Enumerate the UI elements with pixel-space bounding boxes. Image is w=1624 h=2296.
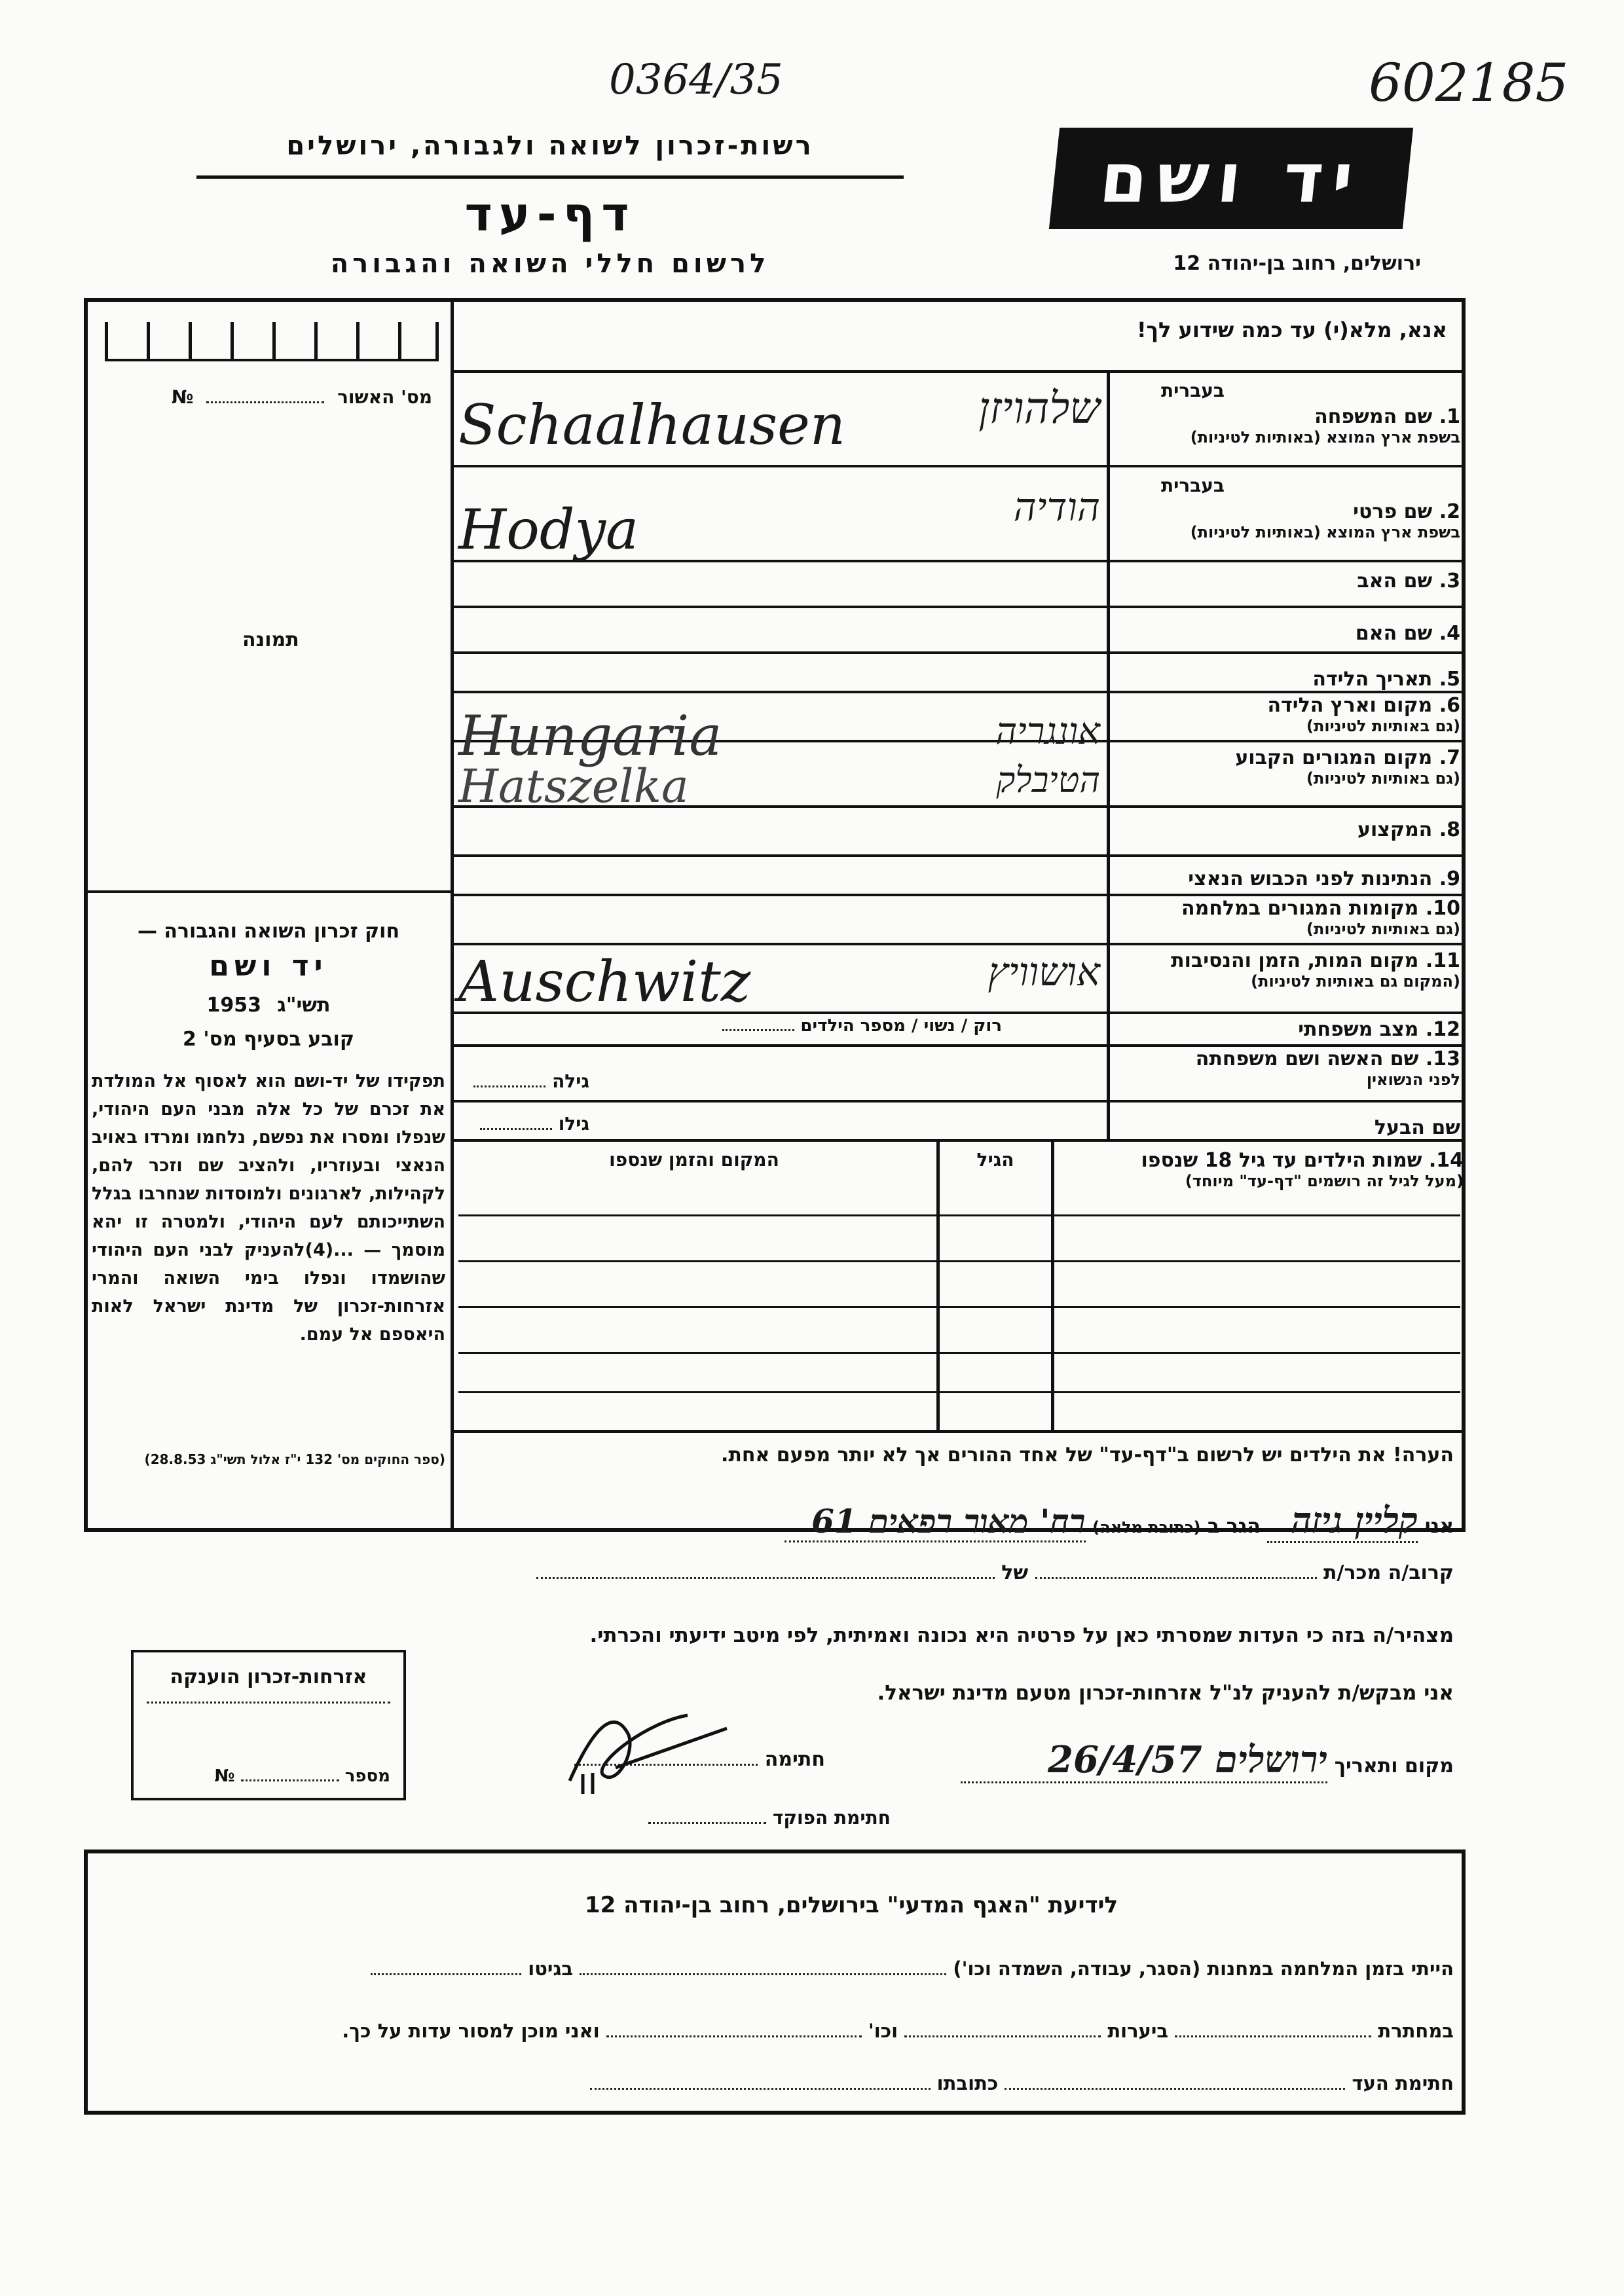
place-date-row [851, 1738, 1454, 1783]
field-10-label: מקומות המגורים במלחמה [1181, 897, 1419, 920]
field-7 [1113, 746, 1460, 788]
children-row-4 [458, 1352, 1460, 1354]
field-6-label: מקום וארץ הלידה [1267, 694, 1433, 717]
row-line-13 [454, 1100, 1466, 1102]
children-place-header: המקום והזמן שנספו [609, 1149, 779, 1171]
row-line-14 [454, 1139, 1466, 1142]
place-date-label: מקום ותאריך [1334, 1755, 1454, 1777]
children-row-2 [458, 1260, 1460, 1262]
field-husband-label: שם הבעל [1374, 1116, 1460, 1139]
footer-line-3 [98, 2072, 1454, 2094]
intro-divider [451, 370, 1466, 373]
approval-number-label: מס' האשור [337, 386, 432, 408]
field-12 [1113, 1018, 1460, 1041]
children-row-1 [458, 1214, 1460, 1216]
footer-title: לידיעת "האגף המדעי" בירושלים, רחוב בן-יהודה 12 [584, 1892, 1118, 1918]
field-2-sub: בשפת ארץ המוצא (באותיות לטיניות) [1190, 523, 1460, 541]
firstname-hebrew-entry: הודיה [1013, 484, 1100, 530]
photo-label: תמונה [242, 629, 299, 651]
firstname-latin-entry: Hodya [458, 498, 639, 562]
law-reference: (ספר החוקים מס' 132 י"ז אלול תשי"ג 28.8.53) [144, 1451, 445, 1467]
law-name: יד ושם [209, 949, 328, 983]
approval-number-row [105, 386, 432, 408]
field-6-num: 6. [1439, 694, 1460, 717]
footer-line-2-etc: וכו' [868, 2020, 898, 2042]
field-13-label: שם האשה ושם משפחתה [1195, 1048, 1419, 1070]
field-1 [1113, 380, 1460, 446]
field-7-label: מקום המגורים הקבוע [1235, 746, 1433, 769]
wife-age [458, 1070, 589, 1092]
row-line-4 [454, 651, 1466, 654]
footer-line-2-start: במחתרת [1378, 2020, 1454, 2042]
law-year-hebrew: תשי"ג [277, 994, 331, 1017]
death-place-hebrew-entry: אושוויץ [987, 949, 1100, 995]
memorial-citizenship-box [131, 1650, 406, 1800]
declarant-full-address-label: (כתובת מלאה) [1092, 1518, 1201, 1537]
field-12-num: 12. [1425, 1018, 1460, 1041]
marital-hint [655, 1016, 1002, 1036]
field-1-num: 1. [1439, 405, 1460, 428]
children-subtitle: (מעל לגיל זה רושמים "דף-עד" מיוחד) [1185, 1172, 1464, 1190]
field-11 [1113, 949, 1460, 991]
approval-tick-boxes [105, 322, 439, 361]
wife-age-label: גילה [552, 1070, 589, 1092]
form-subtitle: לרשום חללי השואה והגבורה [330, 249, 770, 279]
official-signature-row [629, 1807, 891, 1829]
approval-number-sign: № [171, 386, 194, 408]
field-10-sub: (גם באותיות לטיניות) [1306, 920, 1460, 938]
law-year: 1953 [206, 994, 261, 1017]
place-date-entry: ירושלים 26/4/57 [961, 1738, 1327, 1783]
label-column-divider [1107, 370, 1110, 1139]
field-7-sub: (גם באותיות לטיניות) [1306, 769, 1460, 788]
document-number-handwritten: 602185 [1369, 52, 1569, 113]
residence-latin-entry: Hatszelka [458, 759, 689, 813]
row-line-10 [454, 943, 1466, 945]
law-year-row [92, 994, 445, 1017]
law-top-divider [84, 890, 452, 893]
children-bottom-line [454, 1430, 1466, 1433]
field-9-num: 9. [1439, 867, 1460, 890]
field-13-num: 13. [1425, 1048, 1460, 1070]
authority-underline [196, 175, 904, 179]
field-7-num: 7. [1439, 746, 1460, 769]
birthplace-hebrew-entry: אונגריה [995, 710, 1100, 753]
footer-line-3-start: חתימת העד [1352, 2072, 1454, 2094]
field-husband [1113, 1116, 1460, 1139]
surname-latin-entry: Schaalhausen [458, 393, 845, 457]
law-title: חוק זכרון השואה והגבורה — [137, 920, 400, 943]
field-11-num: 11. [1425, 949, 1460, 972]
field-2-tag: בעברית [1160, 475, 1225, 496]
declarant-signature [557, 1696, 740, 1807]
husband-age [458, 1113, 589, 1135]
field-1-label: שם המשפחה [1314, 405, 1433, 428]
declarant-row [458, 1499, 1454, 1543]
field-6 [1113, 694, 1460, 735]
authority-line: רשות-זכרון לשואה ולגבורה, ירושלים [286, 131, 814, 161]
field-4 [1113, 622, 1460, 645]
footer-line-3-address: כתובתו [936, 2072, 999, 2094]
field-1-sub: בשפת ארץ המוצא (באותיות לטיניות) [1190, 428, 1460, 446]
declaration-text: מצהיר/ה בזה כי העדות שמסרתי כאן על פרטיה היא נכונה ואמיתית, לפי מיטב ידיעתי והכרתי. [589, 1624, 1454, 1647]
footer-line-2-end: ואני מוכן למסור עדות על כך. [342, 2020, 600, 2042]
declarant-resides-label: הגר ב [1207, 1515, 1261, 1538]
field-9 [1113, 867, 1460, 890]
field-2 [1113, 475, 1460, 541]
field-8-label: המקצוע [1357, 818, 1433, 841]
husband-age-label: גילו [558, 1113, 589, 1135]
memorial-citizenship-number-label: מספר [344, 1766, 390, 1786]
birthplace-latin-entry: Hungaria [458, 704, 722, 768]
children-col-divider-2 [936, 1142, 940, 1430]
row-line-8 [454, 854, 1466, 857]
footer-line-1-end: בגיטו [528, 1958, 574, 1980]
field-5-label: תאריך הלידה [1312, 668, 1433, 691]
row-line-5 [454, 691, 1466, 693]
field-11-label: מקום המות, הזמן והנסיבות [1171, 949, 1419, 972]
request-text: אני מבקש/ת להעניק לנ"ל אזרחות-זכרון מטעם מדינת ישראל. [877, 1681, 1454, 1705]
field-5-num: 5. [1439, 668, 1460, 691]
row-line-3 [454, 606, 1466, 608]
form-intro: אנא, מלא(י) עד כמה שידוע לך! [1136, 318, 1447, 342]
form-title: דף-עד [464, 187, 636, 242]
marital-hint-text: רוק / נשוי / מספר הילדים [800, 1016, 1002, 1036]
field-2-num: 2. [1439, 500, 1460, 523]
field-13-sub: לפני הנשואין [1366, 1070, 1460, 1089]
children-title: 14. שמות הילדים עד גיל 18 שנספו [1141, 1149, 1464, 1172]
field-3-label: שם האב [1357, 570, 1433, 592]
children-row-3 [458, 1306, 1460, 1308]
header-address: ירושלים, רחוב בן-יהודה 12 [1173, 252, 1421, 275]
field-8-num: 8. [1439, 818, 1460, 841]
row-line-9 [454, 894, 1466, 896]
law-clause: קובע בסעיף מס' 2 [183, 1028, 354, 1051]
file-code-handwritten: 0364/35 [609, 56, 783, 104]
field-3 [1113, 570, 1460, 592]
declarant-i-label: אני [1424, 1515, 1454, 1538]
footer-line-1-text: הייתי בזמן המלחמה במחנות (הסגר, עבודה, השמדה וכו') [953, 1958, 1454, 1980]
signature-label: חתימה [764, 1748, 825, 1771]
field-8 [1113, 818, 1460, 841]
memorial-citizenship-number-sign: № [214, 1766, 235, 1786]
submitter-name-entry: קליין גיזה [1267, 1499, 1418, 1543]
relative-of-label: של [1001, 1561, 1029, 1584]
memorial-citizenship-title: אזרחות-זכרון הוענקה [170, 1666, 367, 1688]
submitter-address-entry: רח' מאור רפאים 61 [784, 1502, 1086, 1542]
field-13 [1113, 1048, 1460, 1089]
row-line-1 [454, 465, 1466, 467]
field-10 [1113, 897, 1460, 938]
row-line-12 [454, 1044, 1466, 1047]
children-age-header: הגיל [976, 1149, 1014, 1171]
field-11-sub: (המקום גם באותיות לטיניות) [1251, 972, 1460, 991]
field-2-label: שם פרטי [1353, 500, 1433, 523]
footer-line-1 [98, 1958, 1454, 1980]
field-5 [1113, 668, 1460, 691]
yad-vashem-logo [1049, 128, 1413, 229]
field-1-tag: בעברית [1160, 380, 1225, 401]
field-6-sub: (גם באותיות לטיניות) [1306, 717, 1460, 735]
field-4-num: 4. [1439, 622, 1460, 645]
residence-hebrew-entry: הטיבלק [996, 759, 1100, 801]
field-10-num: 10. [1425, 897, 1460, 920]
field-4-label: שם האם [1355, 622, 1433, 645]
field-9-label: הנתינות לפני הכבוש הנאצי [1188, 867, 1433, 890]
footer-line-2-forests: ביערות [1107, 2020, 1169, 2042]
death-place-latin-entry: Auschwitz [458, 949, 751, 1015]
relative-label: קרוב/ה מכר/ת [1323, 1561, 1454, 1584]
official-signature-label: חתימת הפוקד [772, 1807, 891, 1829]
field-3-num: 3. [1439, 570, 1460, 592]
children-title-block [1058, 1149, 1464, 1190]
footer-line-2 [98, 2020, 1454, 2042]
field-12-label: מצב משפחתי [1298, 1018, 1419, 1041]
left-panel-divider [451, 301, 454, 1529]
surname-hebrew-entry: שלהויזן [978, 383, 1100, 433]
children-note: הערה! את הילדים יש לרשום ב"דף-עד" של אחד ההורים אך לא יותר מפעם אחת. [720, 1444, 1454, 1467]
memorial-citizenship-number-row [147, 1766, 390, 1786]
children-col-divider-1 [1051, 1142, 1054, 1430]
law-text: תפקידו של יד-ושם הוא לאסוף אל המולדת את זכרם של כל אלה מבני העם היהודי, שנפלו ומסרו את נפשם, נלחמו ומרדו באויב הנאצי ובעוזריו, ולהציב שם וזכר להם, לקהילות, לארגונים ולמוסדות שנחרבו בגלל השתייכותם לעם היהודי, ולמטרה זו יהא מוסמך — ...(4)להעניק לבני העם היהודי שהושמדו ונפלו בימי השואה והמרי אזרחות-זכרון של מדינת ישראל לאות היאספם אל עמם. [92, 1071, 445, 1345]
logo-text: יד ושם [1096, 138, 1366, 218]
children-row-5 [458, 1391, 1460, 1393]
relative-row [458, 1561, 1454, 1584]
